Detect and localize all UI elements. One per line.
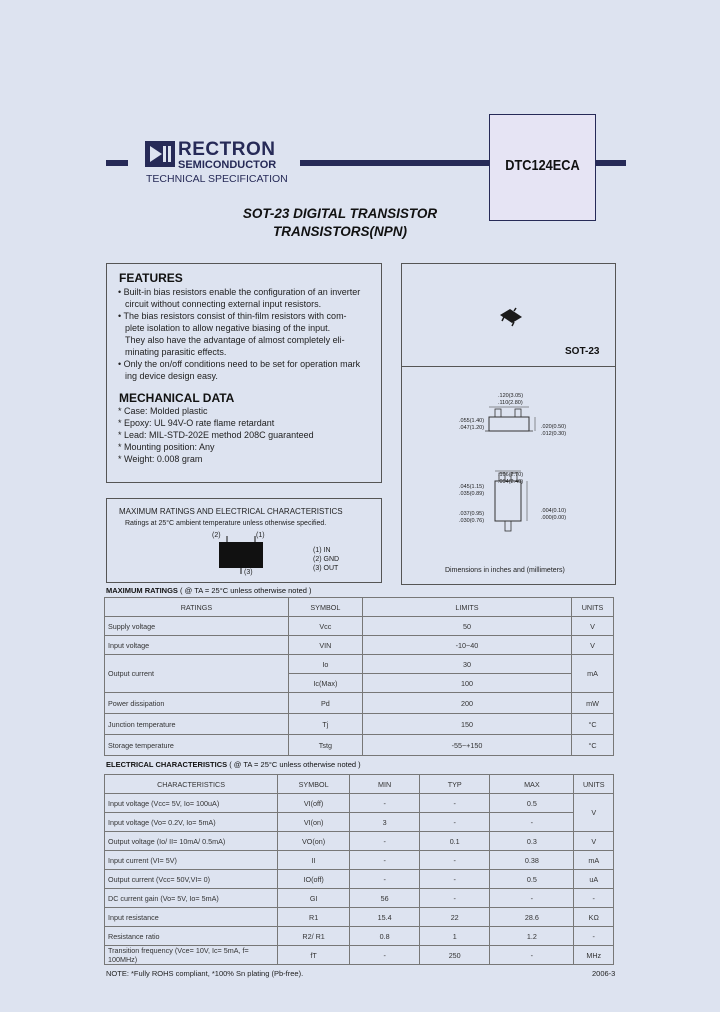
electrical-header-cell: UNITS xyxy=(574,775,614,794)
electrical-cell: mA xyxy=(574,851,614,870)
package-outline-drawing xyxy=(455,385,575,550)
electrical-cell: - xyxy=(350,851,420,870)
feature-text: ing device design easy. xyxy=(125,371,218,381)
feature-line xyxy=(118,334,373,346)
electrical-cell: - xyxy=(420,870,490,889)
electrical-cell: 22 xyxy=(420,908,490,927)
electrical-cell: IO(off) xyxy=(278,870,350,889)
max-ratings-cell: °C xyxy=(572,735,614,756)
mechanical-line: * Mounting position: Any xyxy=(118,442,215,452)
electrical-cell: Resistance ratio xyxy=(105,927,278,946)
electrical-header-cell: TYP xyxy=(420,775,490,794)
electrical-cell: - xyxy=(420,794,490,813)
pin-desc-1: (1) IN xyxy=(313,547,331,554)
dimension-label: .000(0.00) xyxy=(541,515,567,521)
table-row xyxy=(105,617,614,636)
max-ratings-cell: 150 xyxy=(362,714,571,735)
mechanical-list xyxy=(118,405,373,465)
electrical-cell: Output voltage (Io/ II= 10mA/ 0.5mA) xyxy=(105,832,278,851)
max-ratings-cell: Power dissipation xyxy=(105,693,289,714)
header-rule-left xyxy=(106,160,128,166)
dimension-label: .106(2.70) xyxy=(498,472,524,478)
table-row xyxy=(105,870,614,889)
electrical-cell: Input current (VI= 5V) xyxy=(105,851,278,870)
electrical-cell: - xyxy=(490,946,574,965)
electrical-cell: V xyxy=(574,832,614,851)
table-row xyxy=(105,832,614,851)
electrical-header-cell: CHARACTERISTICS xyxy=(105,775,278,794)
electrical-caption-note: ( @ TA = 25°C unless otherwise noted ) xyxy=(229,760,361,769)
dimension-label: .047(1.20) xyxy=(459,425,485,431)
electrical-cell: - xyxy=(490,813,574,832)
dimension-label: .120(3.05) xyxy=(498,393,524,399)
electrical-cell: 15.4 xyxy=(350,908,420,927)
electrical-cell: Input voltage (Vo= 0.2V, Io= 5mA) xyxy=(105,813,278,832)
max-ratings-header-cell: UNITS xyxy=(572,598,614,617)
electrical-cell: VO(on) xyxy=(278,832,350,851)
electrical-cell: - xyxy=(420,889,490,908)
mechanical-line: * Epoxy: UL 94V-O rate flame retardant xyxy=(118,418,275,428)
electrical-cell: - xyxy=(350,794,420,813)
max-ratings-header-cell: RATINGS xyxy=(105,598,289,617)
bullet-icon: • xyxy=(118,311,124,321)
rectron-logo-icon xyxy=(145,141,175,167)
features-list xyxy=(118,286,373,382)
dimension-label: .094(2.40) xyxy=(498,479,524,485)
feature-text: circuit without connecting external input resistors. xyxy=(125,299,322,309)
electrical-cell: - xyxy=(574,927,614,946)
dimension-label: .035(0.89) xyxy=(459,491,485,497)
electrical-cell: Input voltage (Vcc= 5V, Io= 100uA) xyxy=(105,794,278,813)
electrical-cell: DC current gain (Vo= 5V, Io= 5mA) xyxy=(105,889,278,908)
pinout-package-icon xyxy=(205,532,275,580)
electrical-caption-title: ELECTRICAL CHARACTERISTICS xyxy=(106,760,228,769)
dimension-label: .020(0.50) xyxy=(541,424,567,430)
table-row xyxy=(105,908,614,927)
electrical-cell: - xyxy=(350,832,420,851)
feature-line xyxy=(118,322,373,334)
electrical-cell: - xyxy=(420,851,490,870)
max-ratings-cell: Tstg xyxy=(288,735,362,756)
doc-title-line1: SOT-23 DIGITAL TRANSISTOR xyxy=(242,206,438,221)
doc-title-line2: TRANSISTORS(NPN) xyxy=(272,224,407,239)
dimension-note: Dimensions in inches and (millimeters) xyxy=(445,567,565,574)
electrical-cell: R2/ R1 xyxy=(278,927,350,946)
max-ratings-cell: 200 xyxy=(362,693,571,714)
table-row xyxy=(105,851,614,870)
electrical-cell: 0.1 xyxy=(420,832,490,851)
electrical-cell: Output current (Vcc= 50V,VI= 0) xyxy=(105,870,278,889)
electrical-cell: 28.6 xyxy=(490,908,574,927)
electrical-cell: - xyxy=(574,889,614,908)
footer-note: NOTE: *Fully ROHS compliant, *100% Sn plating (Pb-free). xyxy=(106,969,304,978)
feature-text: Built-in bias resistors enable the configuration of an inverter xyxy=(123,287,361,297)
package-label: SOT-23 xyxy=(565,346,600,357)
brand-spec: TECHNICAL SPECIFICATION xyxy=(146,173,288,185)
max-ratings-cell: Pd xyxy=(288,693,362,714)
max-ratings-cell: -55~+150 xyxy=(362,735,571,756)
electrical-cell: - xyxy=(490,889,574,908)
max-ratings-cell: mW xyxy=(572,693,614,714)
electrical-cell: VI(off) xyxy=(278,794,350,813)
max-ratings-cell: Junction temperature xyxy=(105,714,289,735)
electrical-cell: 3 xyxy=(350,813,420,832)
pin-desc-3: (3) OUT xyxy=(313,565,339,572)
table-row xyxy=(105,889,614,908)
brand-name: RECTRON xyxy=(178,139,276,160)
electrical-cell: KΩ xyxy=(574,908,614,927)
feature-line xyxy=(118,286,373,298)
feature-text: plete isolation to allow negative biasing of the input. xyxy=(125,323,331,333)
pin-label-2: (2) xyxy=(212,532,221,539)
electrical-cell: Transition frequency (Vce= 10V, Ic= 5mA, f= 100MHz) xyxy=(105,946,278,965)
table-row xyxy=(105,794,614,813)
electrical-cell: II xyxy=(278,851,350,870)
header-rule-right xyxy=(300,160,490,166)
table-row xyxy=(105,693,614,714)
electrical-table xyxy=(104,774,614,965)
dimension-label: .110(2.80) xyxy=(498,400,523,406)
electrical-cell: - xyxy=(420,813,490,832)
table-row xyxy=(105,813,614,832)
electrical-cell: V xyxy=(574,794,614,832)
electrical-cell: 0.5 xyxy=(490,794,574,813)
feature-line xyxy=(118,298,373,310)
feature-line xyxy=(118,346,373,358)
dimension-label: .030(0.76) xyxy=(459,518,485,524)
table-row xyxy=(105,655,614,674)
max-ratings-caption-title: MAXIMUM RATINGS xyxy=(106,586,178,595)
electrical-header-cell: MIN xyxy=(350,775,420,794)
electrical-cell: 250 xyxy=(420,946,490,965)
mechanical-line: * Weight: 0.008 gram xyxy=(118,454,203,464)
header-rule-end xyxy=(594,160,626,166)
electrical-cell: 56 xyxy=(350,889,420,908)
max-ratings-cell: Tj xyxy=(288,714,362,735)
electrical-cell: 1 xyxy=(420,927,490,946)
electrical-cell: R1 xyxy=(278,908,350,927)
max-ratings-table xyxy=(104,597,614,756)
table-row xyxy=(105,927,614,946)
bullet-icon: • xyxy=(118,359,124,369)
sot23-package-icon xyxy=(496,305,526,329)
max-ratings-header-cell: LIMITS xyxy=(362,598,571,617)
table-row xyxy=(105,714,614,735)
max-ratings-cell: 100 xyxy=(362,674,571,693)
mechanical-line: * Lead: MIL-STD-202E method 208C guaranteed xyxy=(118,430,314,440)
electrical-cell: 0.5 xyxy=(490,870,574,889)
electrical-cell: uA xyxy=(574,870,614,889)
mechanical-heading: MECHANICAL DATA xyxy=(119,391,235,405)
electrical-cell: VI(on) xyxy=(278,813,350,832)
max-ratings-cell: -10~40 xyxy=(362,636,571,655)
max-ratings-cell: V xyxy=(572,636,614,655)
table-row xyxy=(105,636,614,655)
package-divider xyxy=(401,366,615,367)
feature-text: The bias resistors consist of thin-film resistors with com- xyxy=(123,311,347,321)
ratings-heading: MAXIMUM RATINGS AND ELECTRICAL CHARACTERISTICS xyxy=(119,507,343,516)
dimension-label: .037(0.95) xyxy=(459,511,485,517)
electrical-cell: 0.3 xyxy=(490,832,574,851)
feature-line xyxy=(118,370,373,382)
features-heading: FEATURES xyxy=(119,271,183,285)
dimension-label: .055(1.40) xyxy=(459,418,485,424)
electrical-cell: 1.2 xyxy=(490,927,574,946)
max-ratings-cell: VIN xyxy=(288,636,362,655)
feature-text: They also have the advantage of almost completely eli- xyxy=(125,335,345,345)
max-ratings-cell: 30 xyxy=(362,655,571,674)
max-ratings-cell: Output current xyxy=(105,655,289,693)
electrical-header-cell: MAX xyxy=(490,775,574,794)
max-ratings-cell: mA xyxy=(572,655,614,693)
mechanical-line: * Case: Molded plastic xyxy=(118,406,208,416)
electrical-cell: 0.8 xyxy=(350,927,420,946)
electrical-cell: - xyxy=(350,870,420,889)
table-row xyxy=(105,946,614,965)
pin-label-3: (3) xyxy=(244,569,253,576)
electrical-cell: MHz xyxy=(574,946,614,965)
max-ratings-cell: °C xyxy=(572,714,614,735)
feature-text: Only the on/off conditions need to be set for operation mark xyxy=(123,359,361,369)
electrical-cell: GI xyxy=(278,889,350,908)
electrical-cell: fT xyxy=(278,946,350,965)
feature-line xyxy=(118,358,373,370)
max-ratings-cell: Ic(Max) xyxy=(288,674,362,693)
table-row xyxy=(105,735,614,756)
max-ratings-cell: Io xyxy=(288,655,362,674)
electrical-cell: 0.38 xyxy=(490,851,574,870)
footer-date: 2006-3 xyxy=(592,969,616,978)
feature-text: minating parasitic effects. xyxy=(125,347,227,357)
electrical-caption xyxy=(106,760,361,769)
bullet-icon: • xyxy=(118,287,124,297)
electrical-cell: Input resistance xyxy=(105,908,278,927)
electrical-cell: - xyxy=(350,946,420,965)
max-ratings-caption xyxy=(106,586,312,595)
part-number: DTC124ECA xyxy=(505,157,580,174)
brand-sub: SEMICONDUCTOR xyxy=(178,159,277,171)
max-ratings-cell: Supply voltage xyxy=(105,617,289,636)
dimension-label: .045(1.15) xyxy=(459,484,485,490)
dimension-label: .012(0.30) xyxy=(541,431,567,437)
max-ratings-cell: Input voltage xyxy=(105,636,289,655)
feature-line xyxy=(118,310,373,322)
max-ratings-cell: 50 xyxy=(362,617,571,636)
dimension-label: .004(0.10) xyxy=(541,508,567,514)
max-ratings-caption-note: ( @ TA = 25°C unless otherwise noted ) xyxy=(180,586,312,595)
pin-label-1: (1) xyxy=(256,532,265,539)
max-ratings-header-cell: SYMBOL xyxy=(288,598,362,617)
pin-desc-2: (2) GND xyxy=(313,556,340,563)
ratings-note: Ratings at 25°C ambient temperature unless otherwise specified. xyxy=(125,520,327,527)
electrical-header-cell: SYMBOL xyxy=(278,775,350,794)
max-ratings-cell: Storage temperature xyxy=(105,735,289,756)
max-ratings-cell: V xyxy=(572,617,614,636)
max-ratings-cell: Vcc xyxy=(288,617,362,636)
